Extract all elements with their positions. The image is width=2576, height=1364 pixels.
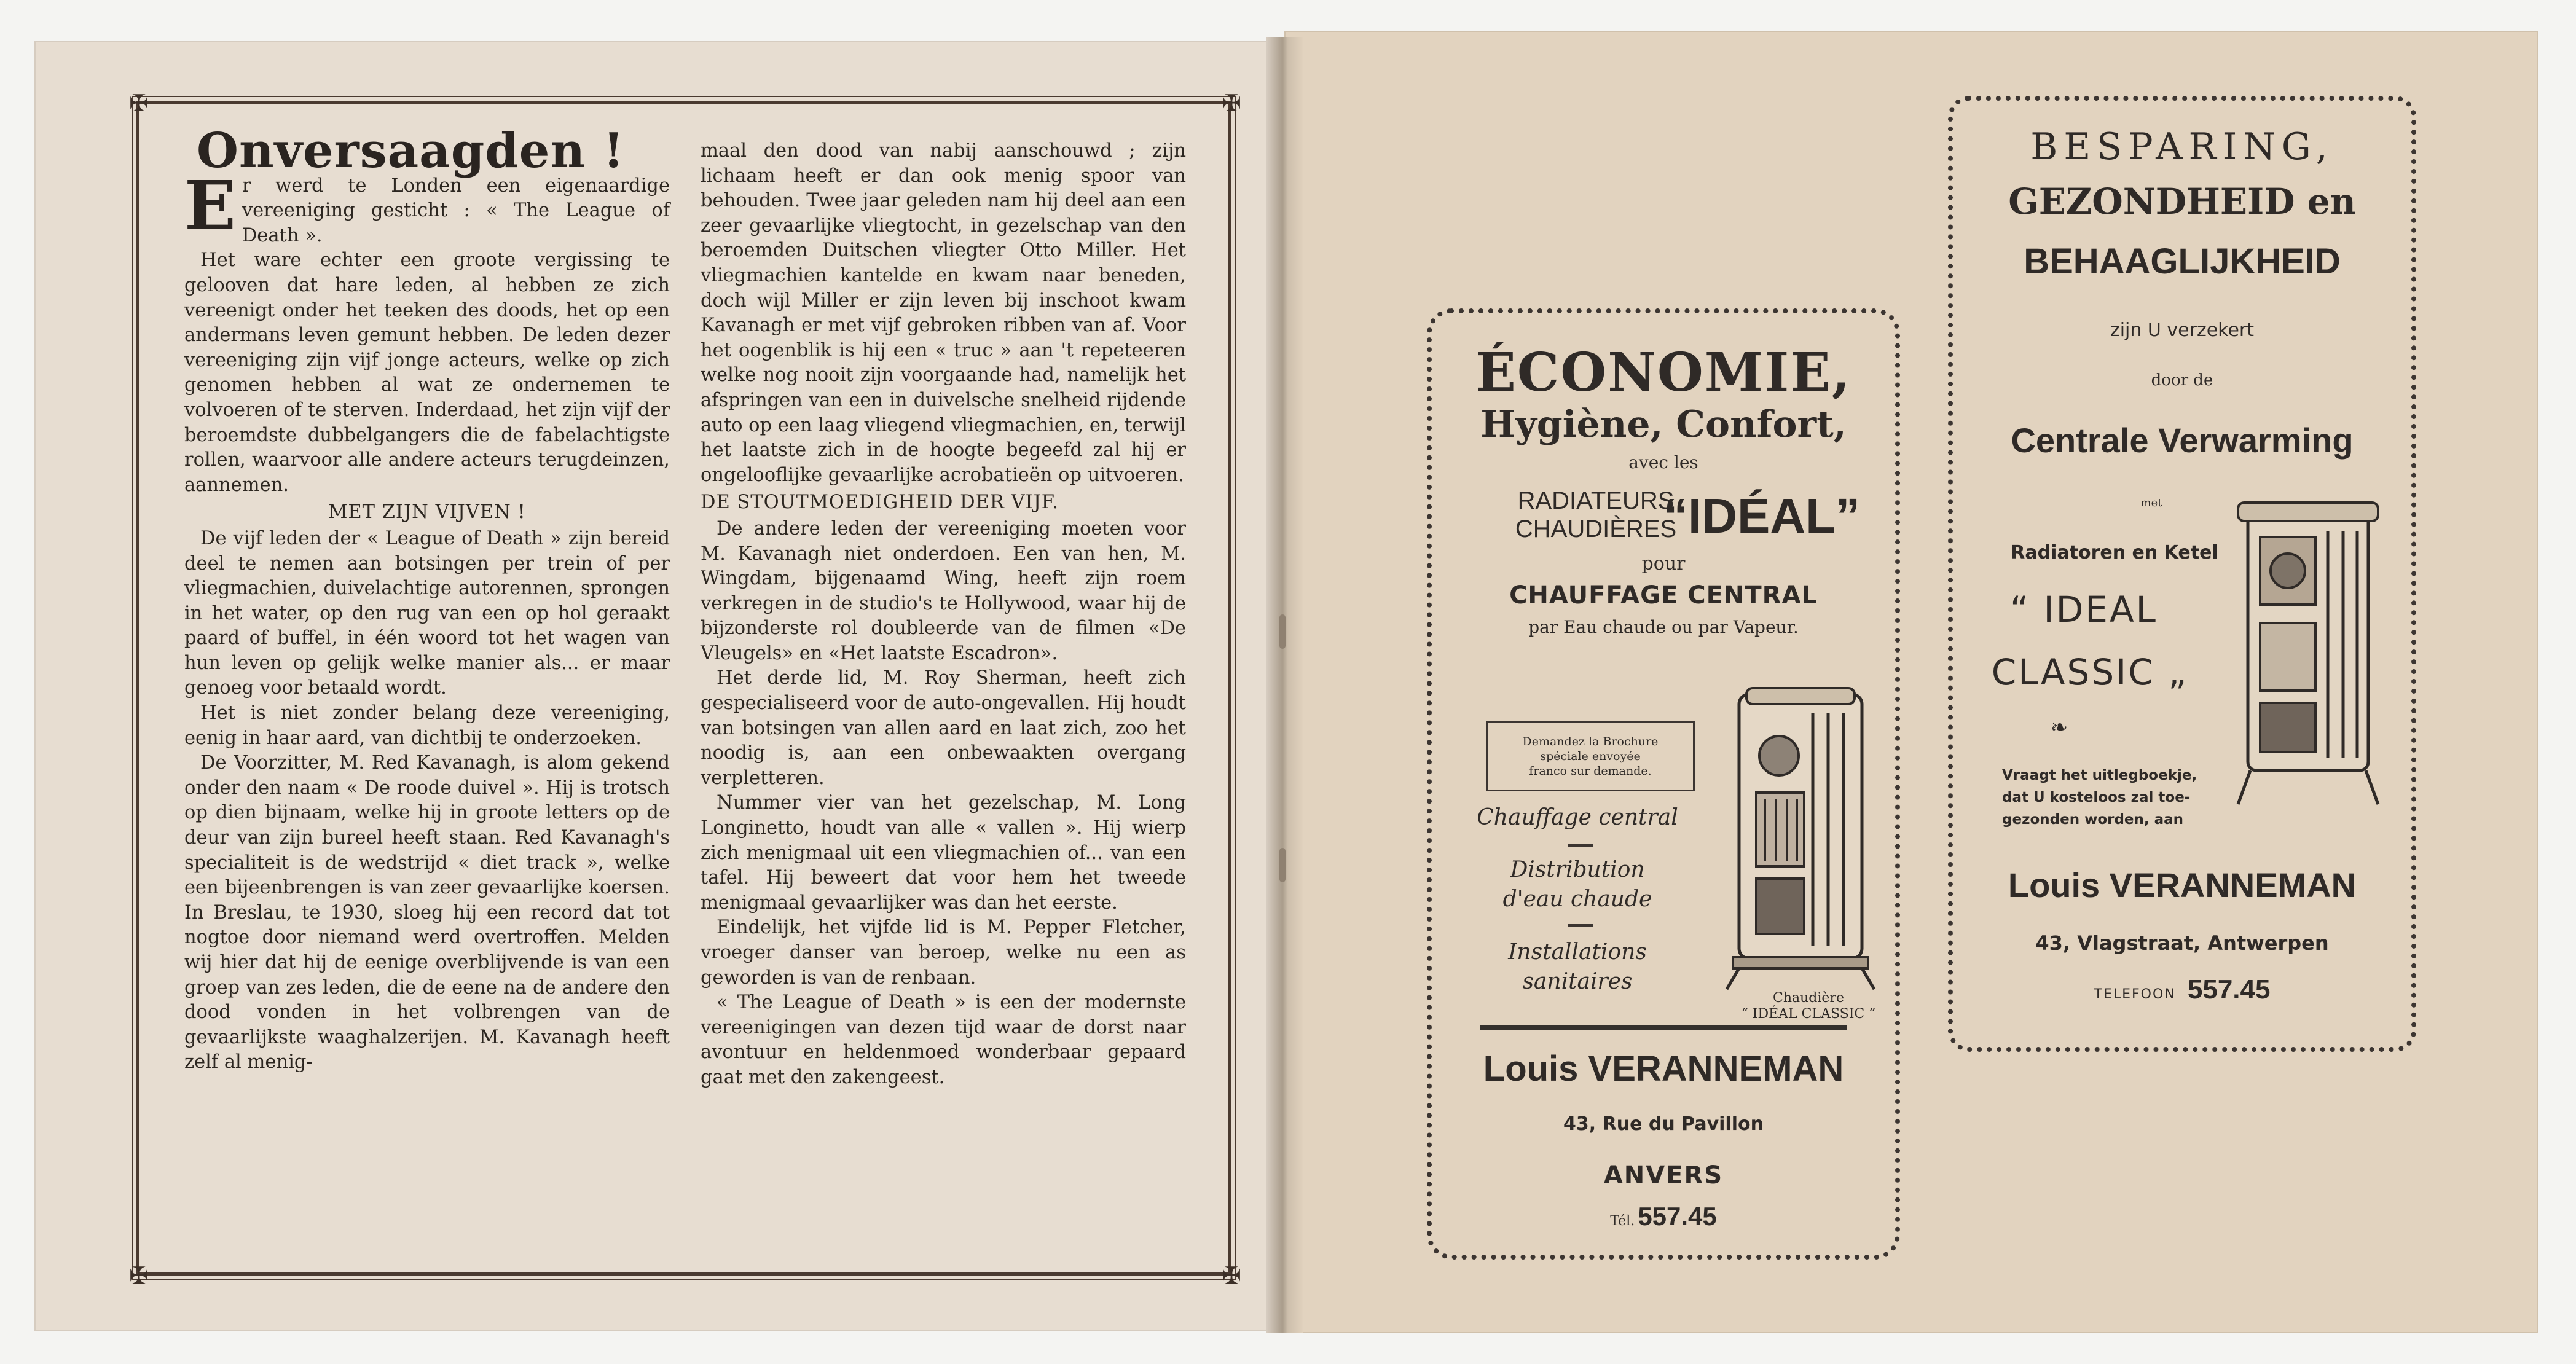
ad-text: par Eau chaude ou par Vapeur. (1528, 617, 1799, 637)
ad-text: Distribution (1510, 857, 1645, 882)
paragraph: r werd te Londen een eigenaardige vereeniging gesticht : « The League of Death ». (242, 174, 670, 246)
ad-text: door de (2151, 371, 2213, 390)
ad-text: CHAUDIÈRES (1515, 515, 1677, 543)
ad-subheadline: Hygiène, Confort, (1480, 403, 1847, 446)
drop-cap: E (184, 165, 236, 245)
article-column-2 (701, 139, 1186, 1091)
corner-ornament: ✠ (129, 90, 149, 117)
ad-text: Chauffage central (1477, 805, 1678, 830)
ornament-icon: ❧ (2050, 715, 2068, 740)
paragraph: « The League of Death » is een der modernste vereenigingen van dezen tijd waar de dorst naar avontuur en heldenmoed wonderbaar gepaard gaat met den zakengeest. (701, 992, 1186, 1088)
ad-text: Installations (1508, 939, 1647, 965)
ad-text: CHAUFFAGE CENTRAL (1509, 581, 1818, 609)
ad-text: 557.45 (2187, 974, 2271, 1005)
ad-text: avec les (1628, 452, 1698, 472)
section-heading: DE STOUTMOEDIGHEID DER VIJF. (701, 492, 1059, 514)
article-column-1 (184, 123, 670, 1075)
ad-text: dat U kosteloos zal toe- (2002, 790, 2191, 805)
ad-text: 557.45 (1638, 1202, 1717, 1231)
ad-brand: “IDÉAL” (1663, 488, 1860, 543)
paragraph: De Voorzitter, M. Red Kavanagh, is alom gekend onder den naam « De roode duivel ». Hij is trotsch op dien bijnaam, welke hij in groote letters op de deur van zijn bureel heeft staan. Red Kavanagh's specialiteit is de wedstrijd « diet track », welke een bijeenbrengen is van zeer gevaarlijke koersen. In Breslau, te 1930, sloeg hij een record dat tot nogtoe door niemand werd overtroffen. Melden wij hier dat hij de eenige overblijvende is van een groep van zes leden, die de eene na de andere den dood vonden in het volbrengen van de gevaarlijkste waaghalzerijen. M. Kavanagh heeft zelf al menig- (184, 752, 670, 1073)
ad-text: pour (1641, 553, 1686, 574)
separator (1568, 924, 1593, 927)
ad-headline: BEHAAGLIJKHEID (2024, 241, 2341, 281)
ad-phone (1953, 974, 2411, 1005)
ad-text: TELEFOON (2094, 987, 2176, 1002)
corner-ornament: ✠ (1222, 1262, 1241, 1289)
paragraph: Eindelijk, het vijfde lid is M. Pepper Fletcher, vroeger danser van beroep, welke nu een as geworden is van de renbaan. (701, 917, 1186, 989)
ad-text: Vraagt het uitlegboekje, (2002, 767, 2197, 783)
ad-company: Louis VERANNEMAN (2008, 866, 2357, 904)
paragraph: De vijf leden der « League of Death » zijn bereid deel te nemen aan botsingen per trein of per vliegmachien, duivelachtige autorennen, sprongen in het water, op den rug van een op hol geraakt paard of buffel, in één woord tot het wagen van hun leven op gelijk welke manier als... er maar genoeg voor betaald wordt. (184, 527, 670, 699)
ad-text: Demandez la Brochure (1522, 735, 1659, 748)
ad-text: Radiatoren en Ketel (2011, 542, 2218, 563)
binding-stitch (1279, 614, 1286, 649)
paragraph: Nummer vier van het gezelschap, M. Long Longinetto, houdt van alle « vallen ». Hij wierp zich menigmaal uit een vliegmachien of... van een tafel. Hij beweert dat voor hem het tweede menigmaal gevaarlijker was dan het eerste. (701, 792, 1186, 914)
paragraph: De andere leden der vereeniging moeten voor M. Kavanagh niet onderdoen. Een van hen, M. Wingdam, bijgenaamd Wing, heeft zijn roem verkregen in de studio's te Hollywood, waar hij de bijzonderste rol doubleerde van de filmen «De Vleugels» en «Het laatste Escadron». (701, 517, 1186, 664)
ad-company: Louis VERANNEMAN (1483, 1049, 1844, 1089)
ideal-ad-french (1427, 308, 1900, 1260)
ad-text: franco sur demande. (1529, 764, 1652, 778)
ad-headline: GEZONDHEID en (2008, 181, 2356, 222)
ad-text: Tél. (1610, 1213, 1635, 1229)
book-gutter (1266, 37, 1303, 1333)
paragraph: Het derde lid, M. Roy Sherman, heeft zich gespecialiseerd voor de auto-ongevallen. Hij houdt van botsingen van allen aard en laat zich, zoo het noodig is, aan een onbewaakten overgang verpletteren. (701, 667, 1186, 789)
paragraph: maal den dood van nabij aanschouwd ; zijn lichaam heeft er dan ook menig spoor van behouden. Twee jaar geleden nam hij deel aan een zeer gevaarlijke vliegtocht, in gezelschap van den beroemden Duitschen vliegter Otto Miller. Het vliegmachien kantelde en kwam naar beneden, doch wijl Miller er zijn leven bij inschoot kwam Kavanagh er met vijf gebroken ribben van af. Voor het oogenblik is hij een « truc » aan 't repeteeren welke nog nooit zijn voorgaande had, namelijk het afspringen van een in duivelsche snelheid rijdende auto op een laag vliegend vliegmachien, en, terwijl het laatste zich in de hoogte begeefd zal hij er ongelooflijke gevaarlijke acrobatieën op uitvoeren. (701, 140, 1186, 486)
paragraph: Het ware echter een groote vergissing te gelooven dat hare leden, al hebben ze zich vereenigt onder het teeken des doods, het op een andermans leven gemunt hebben. De leden dezer vereeniging zijn vijf jonge acteurs, welke op zich genomen hebben al wat ze ondernemen te volvoeren of te sterven. Inderdaad, het zijn vijf der beroemdste dubbelgangers die de fabelachtigste rollen, waarvoor alle andere acteurs terugdeinzen, aannemen. (184, 249, 670, 496)
paragraph: Het is niet zonder belang deze vereeniging, eenig in haar aard, van dichtbij te onderzoeken. (184, 702, 670, 749)
article-title: Onversaagden ! (197, 123, 625, 179)
divider (1480, 1025, 1847, 1030)
separator (1568, 844, 1593, 847)
ad-text: d'eau chaude (1502, 887, 1652, 912)
ad-text: gezonden worden, aan (2002, 812, 2184, 828)
ad-text: Centrale Verwarming (2011, 421, 2354, 460)
ad-text: CLASSIC „ (1991, 651, 2189, 693)
corner-ornament: ✠ (129, 1262, 149, 1289)
ad-headline: ÉCONOMIE, (1475, 342, 1852, 404)
binding-stitch (1279, 848, 1286, 882)
ad-text: met (2140, 496, 2162, 509)
brochure-box (1486, 721, 1695, 791)
ad-text: Chaudière (1773, 990, 1844, 1006)
corner-ornament: ✠ (1222, 90, 1241, 117)
ad-city: ANVERS (1603, 1161, 1724, 1190)
ad-text: RADIATEURS (1517, 487, 1675, 514)
ad-text: sanitaires (1522, 969, 1633, 994)
ad-headline: BESPARING, (2030, 125, 2334, 168)
ad-text: spéciale envoyée (1540, 750, 1641, 763)
ideal-ad-dutch (1948, 96, 2416, 1052)
ad-address: 43, Rue du Pavillon (1563, 1113, 1764, 1135)
ad-phone (1432, 1202, 1895, 1231)
ad-text: zijn U verzekert (2110, 319, 2255, 341)
ad-text: “ IDÉAL CLASSIC ” (1741, 1006, 1876, 1022)
section-heading: MET ZIJN VIJVEN ! (328, 501, 526, 523)
ad-address: 43, Vlagstraat, Antwerpen (2035, 931, 2329, 955)
ad-text: “ IDEAL (2010, 589, 2158, 630)
boiler-illustration (2229, 494, 2389, 813)
